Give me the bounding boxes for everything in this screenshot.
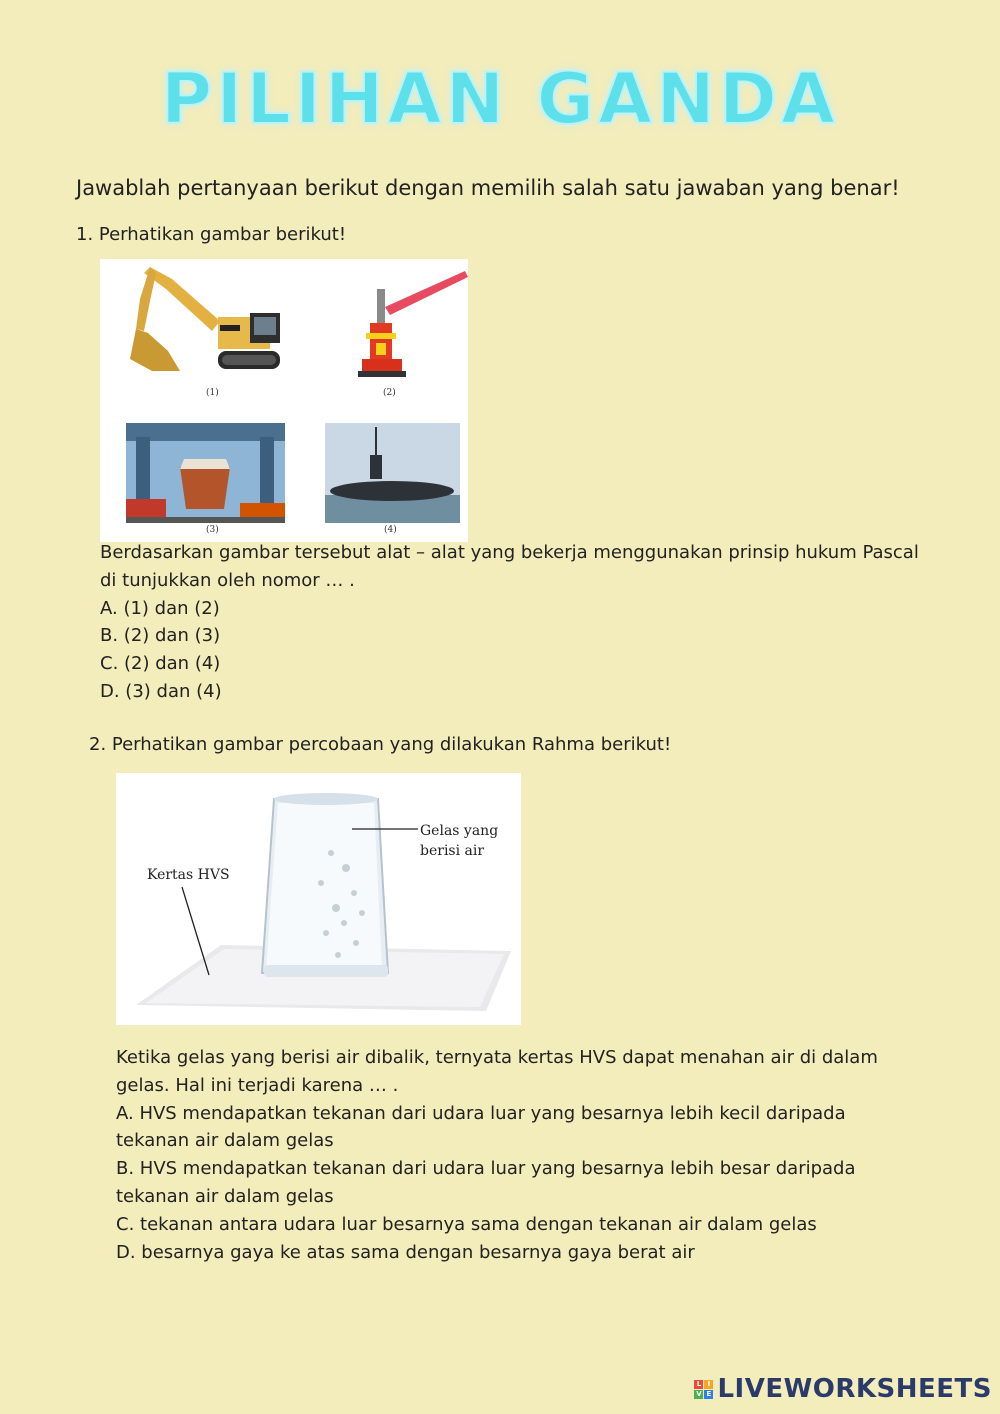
question-1-body xyxy=(100,539,919,706)
boat-lift-image xyxy=(126,423,285,523)
question-1-option-d[interactable]: D. (3) dan (4) xyxy=(100,680,222,702)
glass-label-line-2: berisi air xyxy=(420,843,485,859)
question-2-option-b[interactable] xyxy=(116,1155,878,1211)
question-1-stem-line-2: di tunjukkan oleh nomor … . xyxy=(100,569,355,591)
liveworksheets-footer xyxy=(694,1374,992,1404)
option-b-line-2: tekanan air dalam gelas xyxy=(116,1185,334,1207)
question-2-option-d[interactable]: D. besarnya gaya ke atas sama dengan besarnya gaya berat air xyxy=(116,1241,695,1263)
logo-letter-i: I xyxy=(704,1380,713,1389)
question-1-option-c[interactable]: C. (2) dan (4) xyxy=(100,653,221,675)
option-a-line-2: tekanan air dalam gelas xyxy=(116,1130,334,1152)
question-2-heading: 2. Perhatikan gambar percobaan yang dilakukan Rahma berikut! xyxy=(89,734,672,755)
logo-letter-e: E xyxy=(704,1390,713,1399)
question-1-option-a[interactable]: A. (1) dan (2) xyxy=(100,597,220,619)
figure-caption-3: (3) xyxy=(206,525,219,535)
option-a-line-1: A. HVS mendapatkan tekanan dari udara luar yang besarnya lebih kecil daripada xyxy=(116,1102,846,1124)
figure-caption-1: (1) xyxy=(206,388,219,398)
hydraulic-jack-image xyxy=(358,271,468,377)
liveworksheets-brand: LIVEWORKSHEETS xyxy=(717,1374,992,1404)
paper-label: Kertas HVS xyxy=(147,867,230,883)
figure-caption-2: (2) xyxy=(383,388,396,398)
question-1-stem-line-1: Berdasarkan gambar tersebut alat – alat yang bekerja menggunakan prinsip hukum Pascal xyxy=(100,542,919,563)
question-2-figure xyxy=(116,773,521,1025)
glass-experiment-illustration xyxy=(116,773,521,1025)
question-1-heading: 1. Perhatikan gambar berikut! xyxy=(76,224,347,245)
logo-letter-l: L xyxy=(694,1380,703,1389)
page-title: PILIHAN GANDA xyxy=(160,58,840,140)
question-1-figure xyxy=(100,259,468,542)
submarine-image xyxy=(325,423,460,523)
liveworksheets-logo-icon xyxy=(694,1380,713,1399)
excavator-image xyxy=(130,267,280,371)
option-b-line-1: B. HVS mendapatkan tekanan dari udara luar yang besarnya lebih besar daripada xyxy=(116,1158,856,1180)
logo-letter-v: V xyxy=(696,1389,702,1398)
question-2-stem-line-2: gelas. Hal ini terjadi karena … . xyxy=(116,1074,399,1096)
instruction-text: Jawablah pertanyaan berikut dengan memilih salah satu jawaban yang benar! xyxy=(76,176,900,200)
question-2-option-a[interactable] xyxy=(116,1100,878,1156)
question-1-option-b[interactable]: B. (2) dan (3) xyxy=(100,625,221,647)
question-2-stem-line-1: Ketika gelas yang berisi air dibalik, ternyata kertas HVS dapat menahan air di dalam xyxy=(116,1047,878,1068)
question-2-option-c[interactable]: C. tekanan antara udara luar besarnya sama dengan tekanan air dalam gelas xyxy=(116,1213,817,1235)
glass-label-line-1: Gelas yang xyxy=(420,823,499,839)
question-1-illustrations xyxy=(100,259,468,542)
question-2-body xyxy=(116,1044,878,1266)
figure-caption-4: (4) xyxy=(384,525,397,535)
